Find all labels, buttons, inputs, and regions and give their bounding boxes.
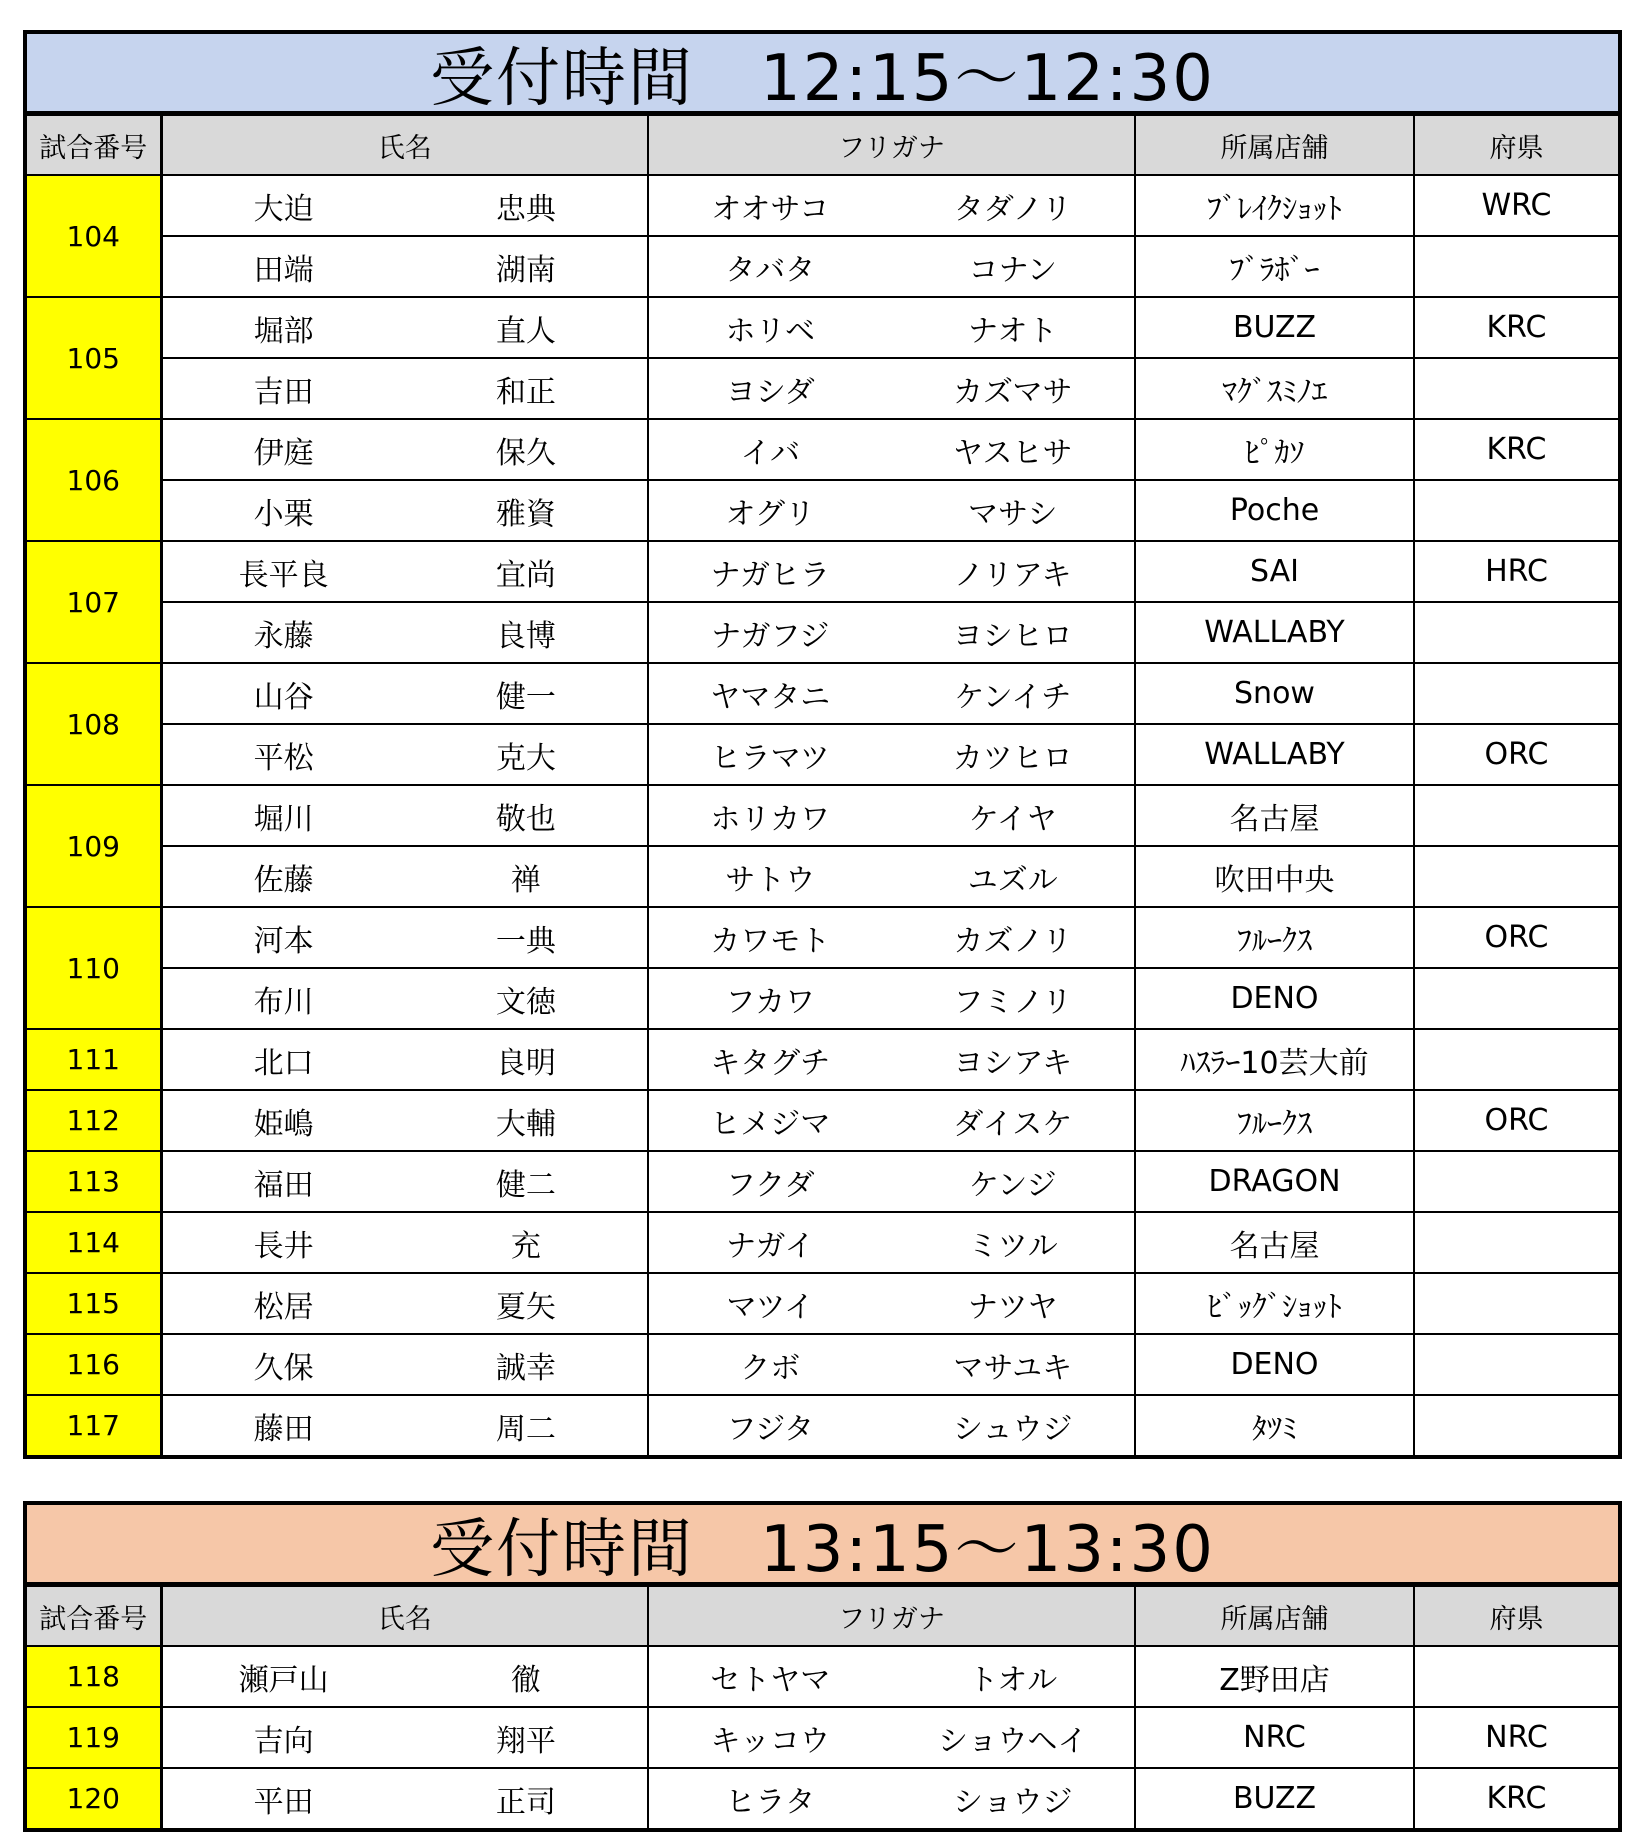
header-pref: 府県 [1414,115,1618,175]
table-row [27,785,1618,846]
player-furigana [648,297,1135,358]
player-name [161,1768,648,1828]
pref-cell: WRC [1414,175,1618,236]
player-name [161,541,648,602]
store-cell: Z野田店 [1135,1646,1414,1707]
player-furigana [648,1151,1135,1212]
store-cell: DENO [1135,1334,1414,1395]
player-furigana-given: シュウジ [953,1411,1073,1447]
player-furigana-given: ノリアキ [953,557,1072,593]
player-name-given: 禅 [510,862,541,898]
table-row [27,724,1618,785]
player-furigana-family: オグリ [725,496,815,532]
match-number: 116 [27,1334,161,1395]
header-furigana: フリガナ [648,115,1135,175]
store-cell: ﾀﾂﾐ [1135,1395,1414,1455]
player-name [161,846,648,907]
player-name [161,785,648,846]
header-row [27,1586,1618,1646]
header-store: 所属店舗 [1135,115,1414,175]
player-name-given: 和正 [495,374,556,410]
player-name [161,236,648,297]
player-furigana-family: ヒメジマ [710,1106,831,1142]
player-furigana-family: キタグチ [710,1045,831,1081]
table-row [27,1029,1618,1090]
player-furigana-given: ミツル [967,1228,1058,1264]
pref-cell [1414,785,1618,846]
table-row [27,358,1618,419]
player-furigana [648,236,1135,297]
pref-cell [1414,1395,1618,1455]
player-name-family: 久保 [253,1350,314,1386]
match-number: 120 [27,1768,161,1828]
match-number: 110 [27,907,161,1029]
match-table [27,114,1618,1455]
match-number: 111 [27,1029,161,1090]
player-name-family: 北口 [253,1045,314,1081]
store-cell: NRC [1135,1707,1414,1768]
player-furigana [648,1273,1135,1334]
player-name-family: 松居 [253,1289,314,1325]
pref-cell [1414,236,1618,297]
match-number: 114 [27,1212,161,1273]
player-name-family: 吉向 [253,1723,314,1759]
player-furigana [648,1334,1135,1395]
player-name [161,968,648,1029]
player-name-given: 良博 [495,618,556,654]
match-table-body [27,175,1618,1455]
player-name-given: 文徳 [495,984,556,1020]
player-name-given: 良明 [495,1045,556,1081]
player-name-given: 徹 [510,1662,541,1698]
player-furigana-family: フカワ [725,984,816,1020]
player-name-given: 湖南 [495,252,556,288]
player-name-family: 堀部 [253,313,314,349]
player-furigana [648,1212,1135,1273]
player-furigana-family: ナガイ [726,1228,815,1264]
pref-cell [1414,1334,1618,1395]
player-name [161,1090,648,1151]
player-furigana-family: ナガヒラ [710,557,830,593]
pref-cell [1414,968,1618,1029]
pref-cell [1414,1151,1618,1212]
player-name-given: 直人 [495,313,556,349]
table-row [27,1395,1618,1455]
player-name-given: 誠幸 [495,1350,556,1386]
player-name-given: 雅資 [495,496,556,532]
player-name-given: 夏矢 [495,1289,556,1325]
player-furigana-given: トオル [968,1662,1058,1698]
player-name [161,297,648,358]
player-name-family: 堀川 [253,801,314,837]
store-cell: ﾏｸﾞｽﾐﾉｴ [1135,358,1414,419]
player-name-given: 大輔 [495,1106,556,1142]
player-name-family: 布川 [253,984,314,1020]
player-furigana-family: ヤマタニ [710,679,831,715]
player-name-family: 平松 [253,740,314,776]
player-name-family: 平田 [253,1784,314,1820]
match-number: 105 [27,297,161,419]
player-name [161,1212,648,1273]
player-name [161,1646,648,1707]
reception-time-title: 受付時間 13:15～13:30 [27,1505,1618,1585]
store-cell: ﾋﾞｯｸﾞｼｮｯﾄ [1135,1273,1414,1334]
pref-cell: HRC [1414,541,1618,602]
player-furigana-family: ホリカワ [710,801,831,837]
player-furigana-family: マツイ [726,1289,815,1325]
player-name [161,602,648,663]
header-match-no: 試合番号 [27,115,161,175]
player-furigana [648,1768,1135,1828]
player-furigana-family: サトウ [725,862,816,898]
player-furigana-family: フクダ [726,1167,815,1203]
pref-cell [1414,1029,1618,1090]
player-name [161,358,648,419]
store-cell: DRAGON [1135,1151,1414,1212]
player-furigana [648,358,1135,419]
header-furigana: フリガナ [648,1586,1135,1646]
match-number: 117 [27,1395,161,1455]
player-furigana-family: キッコウ [710,1723,830,1759]
store-cell: Snow [1135,663,1414,724]
player-name-family: 田端 [253,252,314,288]
pref-cell: ORC [1414,907,1618,968]
player-name-family: 佐藤 [253,862,314,898]
match-number: 115 [27,1273,161,1334]
table-row [27,846,1618,907]
player-name-family: 吉田 [253,374,314,410]
player-furigana [648,1646,1135,1707]
player-furigana-family: ヒラマツ [710,740,830,776]
match-number: 106 [27,419,161,541]
match-number: 109 [27,785,161,907]
player-furigana-given: ケンジ [968,1167,1057,1203]
player-name [161,1029,648,1090]
player-name [161,175,648,236]
player-name-given: 健一 [495,679,556,715]
player-furigana [648,907,1135,968]
player-furigana-given: フミノリ [953,984,1073,1020]
player-furigana-family: ホリベ [725,313,815,349]
match-number: 104 [27,175,161,297]
table-row [27,1151,1618,1212]
player-name-given: 周二 [495,1411,556,1447]
store-cell: ﾊｽﾗｰ10芸大前 [1135,1029,1414,1090]
store-cell: DENO [1135,968,1414,1029]
reception-block-2 [23,1501,1622,1832]
player-name-family: 姫嶋 [253,1106,314,1142]
store-cell: WALLABY [1135,724,1414,785]
player-furigana-given: ヤスヒサ [953,435,1073,471]
player-furigana [648,419,1135,480]
header-row [27,115,1618,175]
player-name-given: 一典 [495,923,556,959]
player-furigana-given: カツヒロ [952,740,1073,776]
pref-cell: NRC [1414,1707,1618,1768]
player-name [161,907,648,968]
player-furigana [648,175,1135,236]
player-furigana [648,1707,1135,1768]
table-row [27,1212,1618,1273]
table-row [27,541,1618,602]
table-row [27,1707,1618,1768]
player-furigana-family: イバ [740,435,800,471]
player-name-given: 保久 [495,435,556,471]
player-name-given: 翔平 [495,1723,556,1759]
player-furigana-given: カズノリ [953,923,1073,959]
player-furigana-family: カワモト [710,923,831,959]
player-furigana-given: タダノリ [953,191,1072,227]
table-row [27,968,1618,1029]
player-furigana-family: ヒラタ [725,1784,816,1820]
player-furigana-given: ケンイチ [954,679,1072,715]
store-cell: ﾌﾞﾗﾎﾞｰ [1135,236,1414,297]
player-name-family: 山谷 [253,679,314,715]
table-row [27,907,1618,968]
store-cell: BUZZ [1135,1768,1414,1828]
player-name-given: 克大 [495,740,556,776]
match-number: 112 [27,1090,161,1151]
pref-cell: ORC [1414,1090,1618,1151]
table-row [27,663,1618,724]
player-furigana-given: マサユキ [953,1350,1073,1386]
player-furigana-family: オオサコ [711,191,830,227]
store-cell: Poche [1135,480,1414,541]
player-furigana-given: カズマサ [953,374,1073,410]
player-furigana-given: ヨシヒロ [952,618,1073,654]
player-furigana-family: ヨシダ [725,374,815,410]
player-furigana-family: タバタ [725,252,816,288]
pref-cell [1414,1273,1618,1334]
player-name-family: 河本 [253,923,314,959]
reception-block-1 [23,30,1622,1459]
table-row [27,1646,1618,1707]
player-name-family: 瀬戸山 [238,1662,329,1698]
player-name [161,1273,648,1334]
player-furigana-given: ダイスケ [953,1106,1073,1142]
player-name-family: 福田 [253,1167,314,1203]
table-row [27,602,1618,663]
header-name: 氏名 [161,115,648,175]
table-row [27,297,1618,358]
header-store: 所属店舗 [1135,1586,1414,1646]
player-name-family: 長平良 [238,557,329,593]
table-row [27,236,1618,297]
player-name-given: 宜尚 [495,557,556,593]
player-furigana-given: ナオト [968,313,1058,349]
player-furigana-given: コナン [968,252,1057,288]
pref-cell [1414,602,1618,663]
pref-cell: KRC [1414,1768,1618,1828]
pref-cell [1414,1646,1618,1707]
table-row [27,1768,1618,1828]
player-furigana-family: フジタ [726,1411,815,1447]
table-row [27,175,1618,236]
pref-cell: KRC [1414,297,1618,358]
table-row [27,1273,1618,1334]
store-cell: ﾋﾟｶｿ [1135,419,1414,480]
player-name-family: 永藤 [253,618,314,654]
player-name [161,724,648,785]
player-name-family: 藤田 [253,1411,314,1447]
player-furigana [648,846,1135,907]
match-number: 107 [27,541,161,663]
store-cell: ﾌﾙｰｸｽ [1135,907,1414,968]
player-name-family: 小栗 [253,496,314,532]
player-furigana-given: ユズル [967,862,1058,898]
player-furigana-given: ケイヤ [968,801,1057,837]
player-furigana-family: セトヤマ [710,1662,831,1698]
player-name-given: 忠典 [495,191,556,227]
player-name [161,663,648,724]
player-furigana [648,541,1135,602]
match-number: 108 [27,663,161,785]
player-furigana-given: マサシ [968,496,1058,532]
pref-cell [1414,1212,1618,1273]
player-name-family: 伊庭 [253,435,314,471]
pref-cell: ORC [1414,724,1618,785]
store-cell: ﾌﾙｰｸｽ [1135,1090,1414,1151]
store-cell: BUZZ [1135,297,1414,358]
table-row [27,1334,1618,1395]
player-furigana [648,724,1135,785]
player-name [161,1707,648,1768]
player-furigana [648,1090,1135,1151]
player-name [161,480,648,541]
pref-cell [1414,480,1618,541]
player-name [161,1395,648,1455]
player-furigana [648,1029,1135,1090]
header-match-no: 試合番号 [27,1586,161,1646]
pref-cell: KRC [1414,419,1618,480]
pref-cell [1414,846,1618,907]
player-name-given: 敬也 [495,801,556,837]
player-furigana-given: ショウジ [953,1784,1073,1820]
store-cell: SAI [1135,541,1414,602]
reception-time-title: 受付時間 12:15～12:30 [27,34,1618,114]
store-cell: 吹田中央 [1135,846,1414,907]
player-name [161,419,648,480]
player-furigana [648,1395,1135,1455]
player-name-given: 正司 [495,1784,556,1820]
store-cell: 名古屋 [1135,785,1414,846]
table-row [27,480,1618,541]
player-name-given: 健二 [495,1167,556,1203]
player-furigana [648,602,1135,663]
player-furigana-family: クボ [740,1350,801,1386]
header-name: 氏名 [161,1586,648,1646]
match-number: 118 [27,1646,161,1707]
pref-cell [1414,358,1618,419]
match-number: 113 [27,1151,161,1212]
store-cell: 名古屋 [1135,1212,1414,1273]
player-name [161,1151,648,1212]
player-furigana-given: ショウヘイ [938,1723,1088,1759]
match-table-body [27,1646,1618,1828]
pref-cell [1414,663,1618,724]
match-number: 119 [27,1707,161,1768]
table-row [27,1090,1618,1151]
player-furigana [648,480,1135,541]
store-cell: ﾌﾞﾚｲｸｼｮｯﾄ [1135,175,1414,236]
player-furigana [648,968,1135,1029]
player-name-given: 充 [510,1228,541,1264]
player-name-family: 長井 [253,1228,314,1264]
match-table [27,1585,1618,1828]
player-name [161,1334,648,1395]
player-furigana [648,785,1135,846]
header-pref: 府県 [1414,1586,1618,1646]
player-furigana-given: ヨシアキ [953,1045,1073,1081]
player-furigana-given: ナツヤ [967,1289,1058,1325]
player-furigana [648,663,1135,724]
table-row [27,419,1618,480]
store-cell: WALLABY [1135,602,1414,663]
player-furigana-family: ナガフジ [711,618,830,654]
player-name-family: 大迫 [253,191,314,227]
